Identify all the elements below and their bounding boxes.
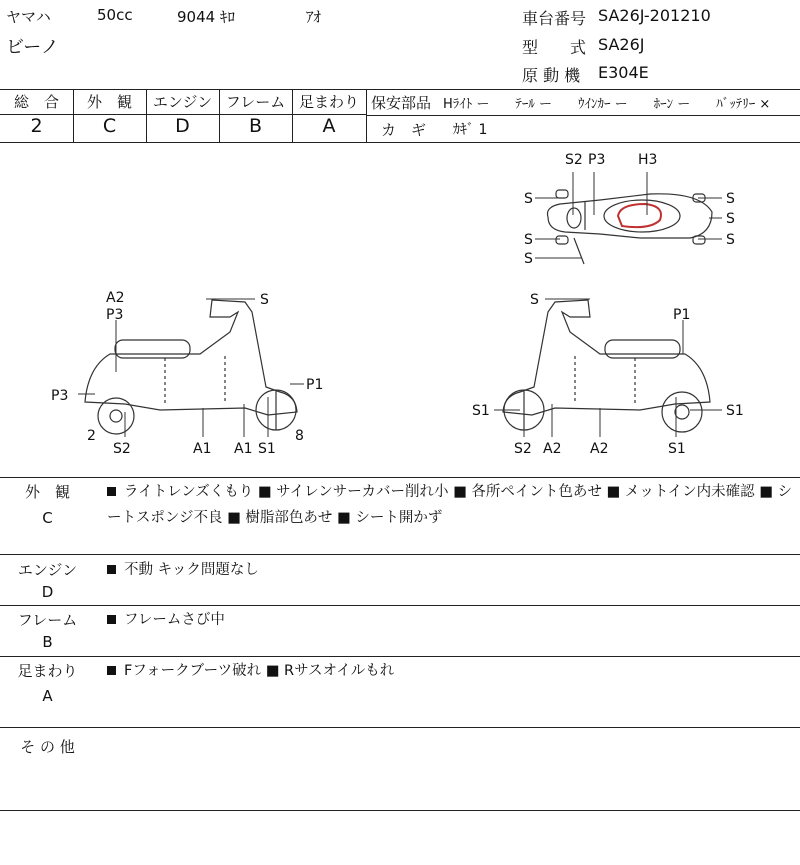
divider bbox=[0, 605, 800, 606]
divider bbox=[0, 656, 800, 657]
engine-label: 原 動 機 bbox=[522, 66, 581, 85]
grade-frame-label: フレーム bbox=[225, 93, 286, 111]
label-s1: S1 bbox=[258, 441, 276, 457]
remark-text: 不動 キック問題なし bbox=[124, 562, 259, 578]
top-view-diagram bbox=[535, 172, 722, 264]
label-s: S bbox=[524, 191, 533, 207]
model-name: ビーノ bbox=[6, 37, 59, 58]
remark-frame-label: フレーム bbox=[17, 611, 78, 629]
remark-frame-text bbox=[107, 607, 797, 633]
label-2: 2 bbox=[87, 428, 96, 444]
safety-label: 保安部品 bbox=[371, 94, 432, 112]
key-label: カ ギ bbox=[381, 121, 427, 139]
label-p1: P1 bbox=[673, 307, 691, 323]
engine-value: E304E bbox=[598, 63, 649, 82]
label-p3: P3 bbox=[588, 152, 606, 168]
divider bbox=[0, 810, 800, 811]
label-h3: H3 bbox=[638, 152, 658, 168]
label-s: S bbox=[726, 232, 735, 248]
grade-overall-value: 2 bbox=[30, 115, 43, 137]
remark-engine-label: エンジン bbox=[17, 561, 78, 579]
label-s: S bbox=[260, 292, 269, 308]
displacement: 50cc bbox=[97, 6, 133, 24]
remark-engine-grade: D bbox=[41, 583, 54, 601]
label-8: 8 bbox=[295, 428, 304, 444]
label-s: S bbox=[726, 191, 735, 207]
bullet-icon bbox=[107, 615, 116, 624]
frame-no: SA26J-201210 bbox=[598, 6, 711, 25]
label-p3: P3 bbox=[106, 307, 124, 323]
grade-suspension-label: 足まわり bbox=[298, 93, 359, 111]
divider bbox=[366, 89, 367, 142]
type-label: 型 式 bbox=[522, 38, 587, 57]
type-value: SA26J bbox=[598, 35, 645, 54]
label-s: S bbox=[530, 292, 539, 308]
grade-exterior-label: 外 観 bbox=[86, 93, 132, 111]
grade-suspension-value: A bbox=[322, 115, 336, 137]
grade-frame-value: B bbox=[248, 115, 263, 137]
divider bbox=[0, 554, 800, 555]
label-s2: S2 bbox=[565, 152, 583, 168]
mileage: 9044 ｷﾛ bbox=[177, 8, 235, 26]
label-s1: S1 bbox=[668, 441, 686, 457]
label-a1: A1 bbox=[234, 441, 253, 457]
remark-text: Fフォークブーツ破れ ■ Rサスオイルもれ bbox=[124, 663, 395, 679]
remark-engine-text bbox=[107, 557, 797, 583]
label-a2: A2 bbox=[543, 441, 562, 457]
label-p1: P1 bbox=[306, 377, 324, 393]
label-a2: A2 bbox=[590, 441, 609, 457]
remark-exterior-label: 外 観 bbox=[24, 483, 70, 501]
label-s: S bbox=[524, 251, 533, 267]
grade-engine-label: エンジン bbox=[152, 93, 213, 111]
label-a2: A2 bbox=[106, 290, 125, 306]
top-view-labels bbox=[524, 152, 735, 267]
grade-exterior-value: C bbox=[102, 115, 117, 137]
remark-text: フレームさび中 bbox=[124, 612, 225, 628]
remark-suspension-grade: A bbox=[42, 687, 53, 705]
bullet-icon bbox=[107, 565, 116, 574]
remark-suspension-label: 足まわり bbox=[17, 662, 78, 680]
label-s2: S2 bbox=[113, 441, 131, 457]
color: ｱｵ bbox=[306, 8, 322, 26]
key-value: ｶｷﾞ 1 bbox=[453, 122, 488, 138]
remark-exterior-text bbox=[107, 479, 797, 531]
bullet-icon bbox=[107, 666, 116, 675]
divider bbox=[0, 477, 800, 478]
maker: ヤマハ bbox=[6, 8, 51, 26]
grade-overall-label: 総 合 bbox=[13, 93, 59, 111]
frame-no-label: 車台番号 bbox=[522, 9, 587, 28]
label-s1: S1 bbox=[472, 403, 490, 419]
remark-exterior-grade: C bbox=[42, 509, 53, 527]
divider bbox=[0, 89, 800, 90]
label-p3: P3 bbox=[51, 388, 69, 404]
scooter-diagrams bbox=[0, 142, 800, 477]
label-a1: A1 bbox=[193, 441, 212, 457]
label-s1: S1 bbox=[726, 403, 744, 419]
remark-suspension-text bbox=[107, 658, 797, 684]
remark-frame-grade: B bbox=[42, 633, 53, 651]
bullet-icon bbox=[107, 487, 116, 496]
remark-other-label: そ の 他 bbox=[20, 738, 75, 756]
grade-engine-value: D bbox=[175, 115, 190, 137]
safety-items: Hﾗｲﾄ ー ﾃｰﾙ ー ｳｲﾝｶｰ ー ﾎｰﾝ ー ﾊﾞｯﾃﾘｰ × bbox=[443, 97, 771, 112]
divider bbox=[366, 115, 800, 116]
label-s: S bbox=[524, 232, 533, 248]
label-s: S bbox=[726, 211, 735, 227]
label-s2: S2 bbox=[514, 441, 532, 457]
divider bbox=[0, 727, 800, 728]
remark-text: ライトレンズくもり ■ サイレンサーカバー削れ小 ■ 各所ペイント色あせ ■ メットイン内未確認 ■ シートスポンジ不良 ■ 樹脂部色あせ ■ シート開かず bbox=[107, 484, 793, 526]
